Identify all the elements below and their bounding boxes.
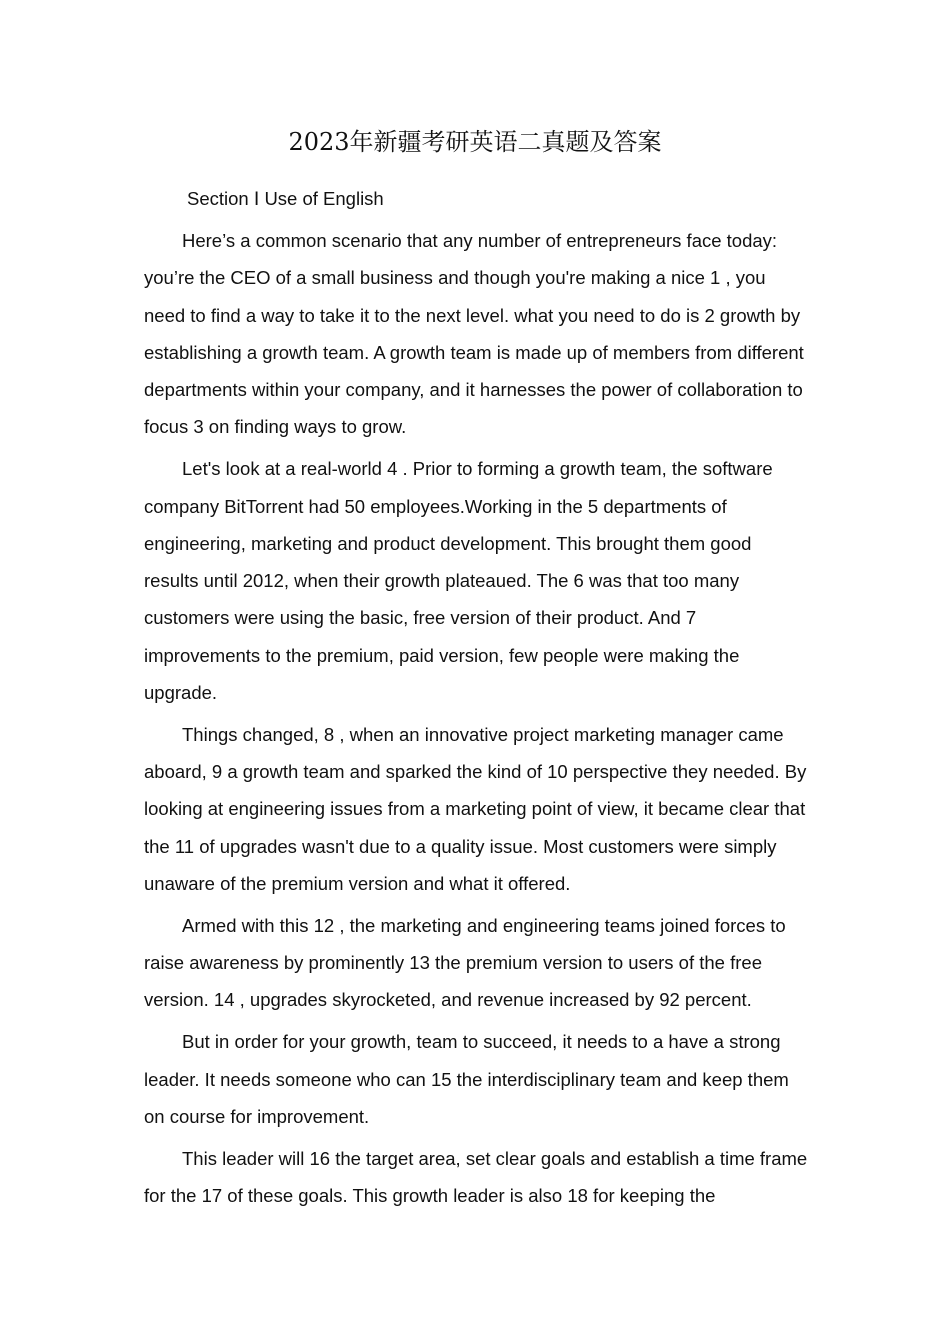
passage-body	[144, 222, 808, 1219]
paragraph: Things changed, 8 , when an innovative project marketing manager came aboard, 9 a growth team and sparked the kind of 10 perspective they needed. By looking at engineering issues from a marketing point of view, it became clear that the 11 of upgrades wasn't due to a quality issue. Most customers were simply unaware of the premium version and what it offered.	[144, 723, 807, 895]
document-title: 2023年新疆考研英语二真题及答案	[288, 128, 662, 156]
section-heading: Section Ⅰ Use of English	[187, 188, 384, 209]
paragraph: Here’s a common scenario that any number of entrepreneurs face today: you’re the CEO of a small business and though you're making a nice 1 , you need to find a way to take it to the next level. what you need to do is 2 growth by establishing a growth team. A growth team is made up of members from different departments within your company, and it harnesses the power of collaboration to focus 3 on finding ways to grow.	[144, 230, 804, 438]
paragraph: But in order for your growth, team to succeed, it needs to a have a strong leader. It needs someone who can 15 the interdisciplinary team and keep them on course for improvement.	[144, 1031, 789, 1127]
paragraph: Let's look at a real-world 4 . Prior to forming a growth team, the software company BitTorrent had 50 employees.Working in the 5 departments of engineering, marketing and product development. This brought them good results until 2012, when their growth plateaued. The 6 was that too many customers were using the basic, free version of their product. And 7 improvements to the premium, paid version, few people were making the upgrade.	[144, 458, 773, 704]
paragraph: Armed with this 12 , the marketing and engineering teams joined forces to raise awareness by prominently 13 the premium version to users of the free version. 14 , upgrades skyrocketed, and revenue increased by 92 percent.	[144, 914, 786, 1011]
paragraph: This leader will 16 the target area, set clear goals and establish a time frame for the 17 of these goals. This growth leader is also 18 for keeping the	[144, 1147, 808, 1206]
